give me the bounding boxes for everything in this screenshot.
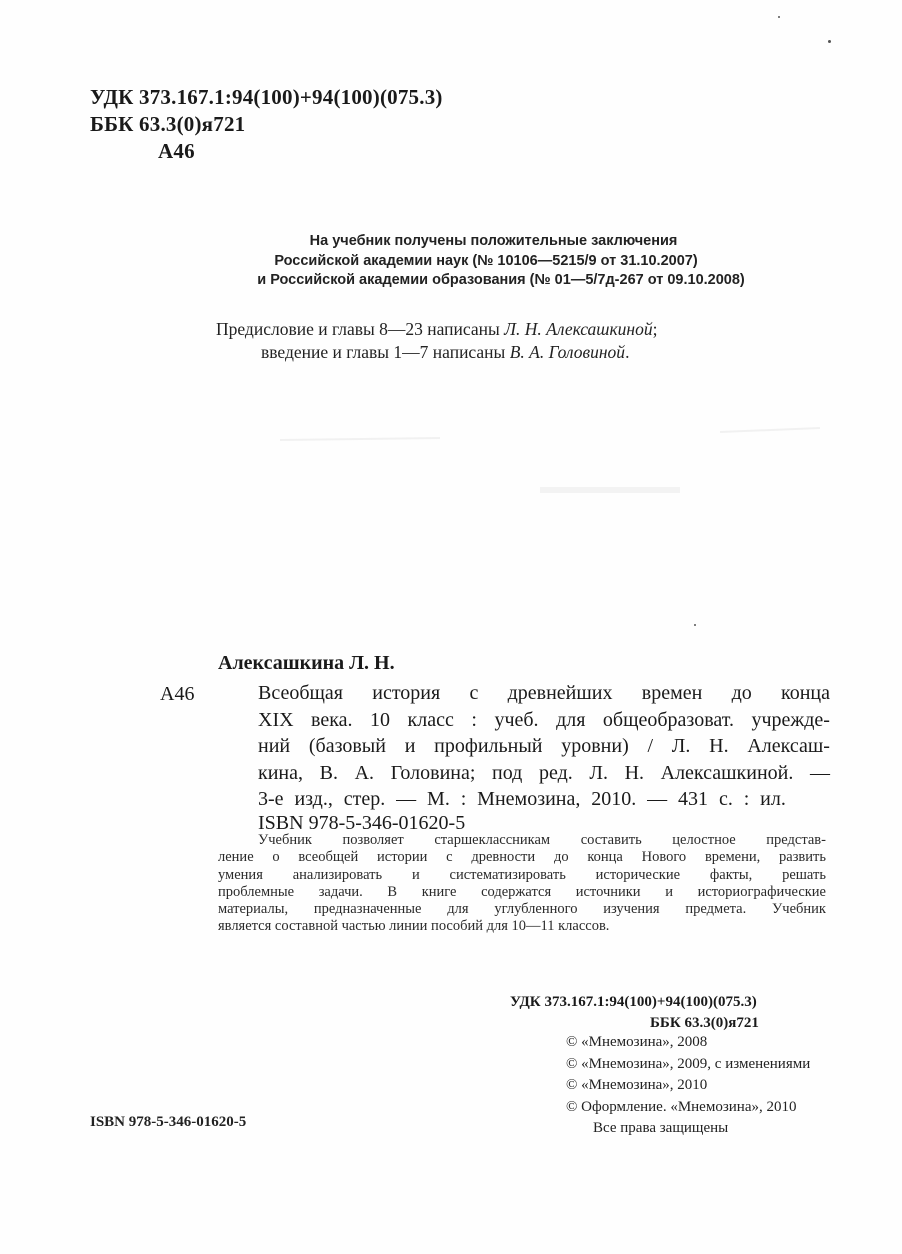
watermark-strokes bbox=[260, 420, 820, 520]
word: XIX bbox=[258, 708, 294, 731]
word: и bbox=[411, 866, 420, 883]
bibliography-line bbox=[258, 707, 830, 734]
word: В bbox=[387, 883, 398, 900]
authorship-note bbox=[216, 318, 657, 364]
word: Алексашкиной. bbox=[660, 761, 794, 784]
punctuation: ; bbox=[652, 319, 658, 339]
word: (базовый bbox=[308, 735, 386, 757]
copyright-line: © «Мнемозина», 2008 bbox=[566, 1034, 708, 1050]
word: решать bbox=[782, 866, 826, 883]
udk-code: УДК 373.167.1:94(100)+94(100)(075.3) bbox=[90, 85, 443, 109]
approval-line: Российской академии наук (№ 10106—5215/9 от 31.10.2007) bbox=[274, 252, 698, 269]
rights-reserved: Все права защищены bbox=[593, 1120, 729, 1136]
word: — bbox=[809, 761, 830, 784]
word: позволяет bbox=[342, 832, 404, 848]
isbn-bottom: ISBN 978-5-346-01620-5 bbox=[90, 1114, 247, 1130]
word: до bbox=[553, 849, 569, 866]
word: составить bbox=[580, 832, 642, 848]
word: профильный bbox=[434, 735, 543, 757]
word: — bbox=[647, 788, 668, 810]
copyright-line: © Оформление. «Мнемозина», 2010 bbox=[566, 1098, 797, 1115]
authorship-text: Предисловие и главы 8—23 написаны bbox=[216, 319, 505, 339]
word: систематизировать bbox=[449, 866, 566, 883]
author-name: В. А. Головиной bbox=[509, 342, 626, 362]
word: 3-е bbox=[258, 788, 284, 810]
copyright-line: © «Мнемозина», 2009, с изменениями bbox=[566, 1055, 811, 1072]
word: древности bbox=[471, 849, 536, 866]
word: развить bbox=[779, 849, 826, 866]
annotation bbox=[218, 832, 826, 936]
word: история bbox=[372, 682, 441, 704]
bibliography-line bbox=[258, 680, 830, 707]
word: Н. bbox=[709, 735, 729, 757]
approval-line: На учебник получены положительные заключения bbox=[309, 233, 678, 249]
word: учеб. bbox=[494, 708, 539, 731]
word: 431 bbox=[678, 788, 709, 810]
bibliography-line bbox=[258, 786, 786, 813]
word: общеобразоват. bbox=[602, 708, 734, 731]
word: проблемные bbox=[218, 883, 295, 900]
word: Нового bbox=[641, 849, 687, 866]
word: 10 bbox=[370, 708, 391, 731]
show-through-watermark bbox=[260, 420, 820, 520]
word: Н. bbox=[624, 761, 645, 784]
word: о bbox=[272, 849, 280, 866]
udk-code: УДК 373.167.1:94(100)+94(100)(075.3) bbox=[510, 994, 757, 1010]
bibliography-description bbox=[258, 680, 830, 813]
word: для bbox=[556, 708, 586, 731]
punctuation: . bbox=[625, 342, 630, 362]
annotation-line: является составной частью линии пособий для 10—11 классов. bbox=[218, 918, 610, 935]
bbk-code: ББК 63.3(0)я721 bbox=[650, 1015, 759, 1031]
annotation-line bbox=[218, 901, 826, 918]
word: уровни) bbox=[561, 735, 629, 757]
word: изучения bbox=[603, 901, 660, 918]
authorship-line bbox=[216, 318, 657, 341]
word: — bbox=[396, 788, 417, 810]
approval-notice bbox=[0, 232, 902, 291]
word: Учебник bbox=[258, 832, 312, 848]
word: времени, bbox=[704, 849, 761, 866]
word: Всеобщая bbox=[258, 682, 343, 704]
word: с bbox=[446, 849, 453, 866]
authorship-line bbox=[216, 341, 657, 364]
word: конца bbox=[781, 682, 830, 704]
word: ний bbox=[258, 735, 291, 757]
word: времен bbox=[641, 682, 703, 704]
bottom-classification-codes bbox=[510, 992, 759, 1034]
annotation-line bbox=[218, 832, 826, 849]
word: всеобщей bbox=[298, 849, 359, 866]
word: В. bbox=[319, 761, 338, 784]
word: ил. bbox=[760, 788, 786, 810]
word: Алексаш- bbox=[747, 735, 830, 757]
word: представ- bbox=[766, 832, 826, 848]
word: : bbox=[471, 708, 477, 731]
scan-speck bbox=[778, 16, 780, 18]
word: книге bbox=[421, 883, 457, 900]
word: стер. bbox=[343, 788, 386, 810]
word: / bbox=[647, 735, 654, 757]
word: до bbox=[731, 682, 752, 704]
word: с bbox=[469, 682, 479, 704]
word: для bbox=[447, 901, 469, 918]
word: изд., bbox=[294, 788, 333, 810]
word: и bbox=[665, 883, 673, 900]
bibliography-line bbox=[258, 733, 830, 760]
word: источники bbox=[575, 883, 641, 900]
word: анализировать bbox=[292, 866, 383, 883]
copyright-block bbox=[566, 1032, 810, 1140]
word: кина, bbox=[258, 761, 303, 784]
word: углубленного bbox=[494, 901, 578, 918]
bibliography-author: Алексашкина Л. Н. bbox=[218, 652, 395, 674]
word: под bbox=[492, 761, 523, 784]
authorship-text: введение и главы 1—7 написаны bbox=[261, 342, 510, 362]
word: древнейших bbox=[507, 682, 613, 704]
word: предназначенные bbox=[313, 901, 422, 918]
word: истории bbox=[377, 849, 428, 866]
approval-line: и Российской академии образования (№ 01—5/7д-267 от 09.10.2008) bbox=[257, 272, 745, 288]
word: Учебник bbox=[772, 901, 826, 918]
copyright-line: © «Мнемозина», 2010 bbox=[566, 1077, 708, 1093]
word: Мнемозина, bbox=[477, 788, 581, 810]
author-name: Л. Н. Алексашкиной bbox=[504, 319, 653, 339]
word: конца bbox=[587, 849, 623, 866]
word: класс bbox=[407, 708, 454, 731]
annotation-line bbox=[218, 849, 826, 866]
word: материалы, bbox=[218, 901, 289, 918]
bibliography-mark: А46 bbox=[160, 683, 195, 705]
bbk-code: ББК 63.3(0)я721 bbox=[90, 112, 246, 136]
bibliography-isbn: ISBN 978-5-346-01620-5 bbox=[258, 812, 466, 834]
word: целостное bbox=[672, 832, 736, 848]
word: старшеклассникам bbox=[434, 832, 551, 848]
word: : bbox=[460, 788, 467, 810]
annotation-line bbox=[218, 884, 826, 901]
bibliography-line bbox=[258, 760, 830, 787]
word: ление bbox=[218, 849, 254, 866]
annotation-line bbox=[218, 867, 826, 884]
word: историографические bbox=[697, 883, 826, 900]
word: учрежде- bbox=[751, 708, 830, 731]
word: А. bbox=[354, 761, 375, 784]
word: предмета. bbox=[685, 901, 747, 918]
scan-speck bbox=[694, 624, 696, 626]
word: ред. bbox=[538, 761, 573, 784]
classification-codes bbox=[90, 84, 443, 165]
word: Головина; bbox=[390, 761, 476, 784]
word: содержатся bbox=[481, 883, 552, 900]
word: задачи. bbox=[318, 883, 363, 900]
word: : bbox=[743, 788, 750, 810]
word: и bbox=[404, 735, 416, 757]
word: М. bbox=[427, 788, 450, 810]
word: века. bbox=[311, 708, 353, 731]
word: Л. bbox=[671, 735, 691, 757]
author-mark: А46 bbox=[158, 139, 195, 163]
scan-speck bbox=[828, 40, 831, 43]
word: 2010. bbox=[591, 788, 637, 810]
word: факты, bbox=[709, 866, 753, 883]
word: с. bbox=[718, 788, 733, 810]
word: Л. bbox=[589, 761, 608, 784]
word: умения bbox=[218, 866, 263, 883]
word: исторические bbox=[595, 866, 681, 883]
